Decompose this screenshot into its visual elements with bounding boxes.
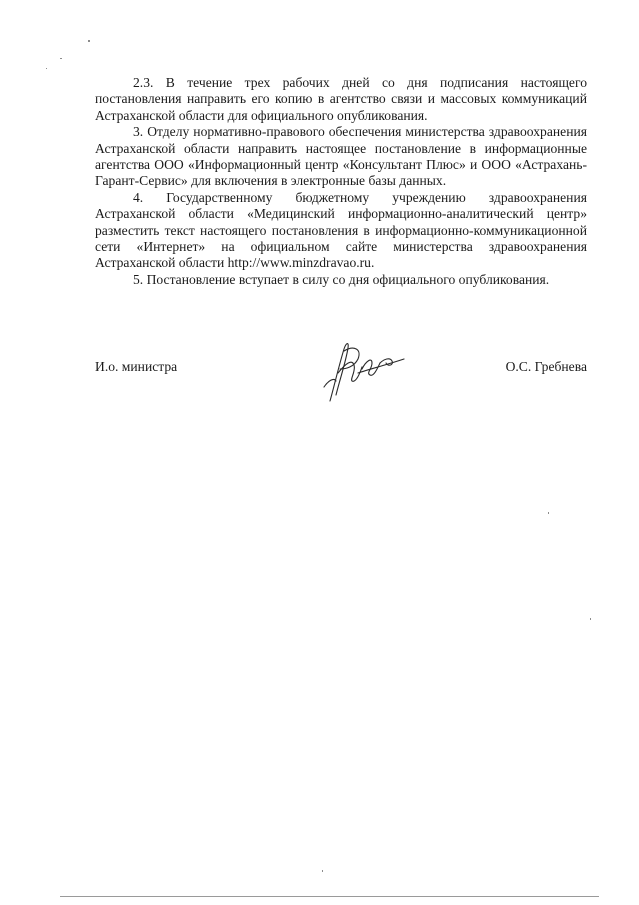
signatory-name: О.С. Гребнева	[505, 359, 587, 374]
scan-speck	[60, 58, 62, 59]
paragraph-5: 5. Постановление вступает в силу со дня официального опубликования.	[133, 271, 550, 287]
scan-speck	[590, 618, 591, 620]
scan-speck	[322, 870, 323, 872]
scan-speck	[46, 68, 47, 69]
handwritten-signature	[300, 339, 410, 405]
paragraph-4: 4. Государственному бюджетному учреждению здравоохранения Астраханской области «Медицинский информационно-аналитический центр» разместить текст настоящего постановления в информационно-коммуникационной сети «Интернет» на официальном сайте министерства здравоохранения Астраханской области http://www.minzdravao.ru.	[95, 189, 587, 271]
document-body	[95, 75, 587, 288]
page-bottom-edge	[60, 896, 599, 897]
signature-block	[95, 357, 587, 417]
scan-speck	[88, 40, 90, 42]
paragraph-2-3: 2.3. В течение трех рабочих дней со дня подписания настоящего постановления направить его копию в агентство связи и массовых коммуникаций Астраханской области для официального опубликования.	[95, 75, 587, 123]
paragraph-3: 3. Отделу нормативно-правового обеспечения министерства здравоохранения Астраханской области направить настоящее постановление в информационные агентства ООО «Информационный центр «Консультант Плюс» и ООО «Астрахань-Гарант-Сервис» для включения в электронные базы данных.	[95, 124, 587, 189]
scan-speck	[548, 512, 549, 514]
signatory-title: И.о. министра	[95, 359, 178, 374]
